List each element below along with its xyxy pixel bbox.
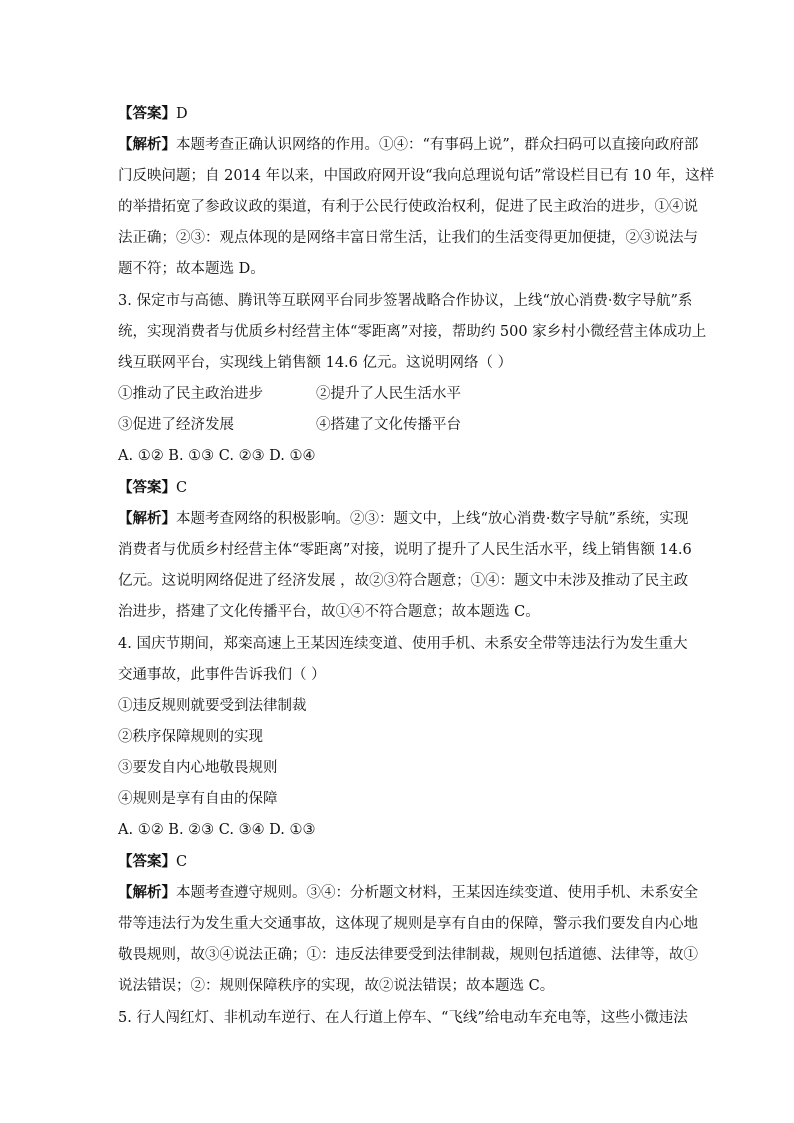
q4-analysis-line-4: 说法错误；②：规则保障秩序的实现，故②说法错误；故本题选 C。: [118, 978, 555, 994]
q4-analysis-line-3: 敬畏规则，故③④说法正确；①：违反法律要受到法律制裁，规则包括道德、法律等，故①: [118, 947, 698, 963]
q4-option-1: ①违反规则就要受到法律制裁: [118, 698, 307, 714]
q3-analysis-line-1: 【解析】本题考查网络的积极影响。②③：题文中，上线“放心消费·数字导航”系统，实现: [118, 510, 689, 527]
answer-value: C: [176, 854, 188, 870]
q4-option-4: ④规则是享有自由的保障: [118, 791, 278, 807]
q4-analysis-line-2: 带等违法行为发生重大交通事故，这体现了规则是享有自由的保障，警示我们要发自内心地: [118, 916, 698, 932]
q3-analysis-line-2: 消费者与优质乡村经营主体“零距离”对接，说明了提升了人民生活水平，线上销售额 14.6: [118, 542, 692, 558]
q4-stem-line-2: 交通事故，此事件告诉我们（ ）: [118, 667, 326, 683]
analysis-label: 【解析】: [118, 136, 176, 153]
q5-stem-line-1: 5. 行人闯红灯、非机动车逆行、在人行道上停车、“飞线”给电动车充电等，这些小微违法: [118, 1010, 688, 1026]
q3-option-4: ④搭建了文化传播平台: [316, 417, 461, 433]
q4-option-2: ②秩序保障规则的实现: [118, 729, 263, 745]
analysis-label: 【解析】: [118, 510, 176, 527]
q3-stem-line-1: 3. 保定市与高德、腾讯等互联网平台同步签署战略合作协议，上线“放心消费·数字导航”系: [118, 293, 693, 309]
q3-analysis-line-3: 亿元。这说明网络促进了经济发展 ，故②③符合题意；①④：题文中未涉及推动了民主政: [118, 573, 689, 589]
q3-choices: A. ①② B. ①③ C. ②③ D. ①④: [118, 448, 316, 464]
q2-analysis-line-4: 法正确；②③：观点体现的是网络丰富日常生活，让我们的生活变得更加便捷，②③说法与: [118, 230, 698, 246]
q3-options-row-1: [118, 384, 678, 404]
q2-analysis-line-2: 门反映问题；自 2014 年以来，中国政府网开设“我向总理说句话”常设栏目已有 10 年，这样: [118, 168, 715, 184]
q4-stem-line-1: 4. 国庆节期间，郑栾高速上王某因连续变道、使用手机、未系安全带等违法行为发生重大: [118, 636, 688, 652]
answer-label: 【答案】: [118, 479, 176, 496]
answer-value: D: [176, 106, 188, 122]
q3-stem-line-2: 统，实现消费者与优质乡村经营主体“零距离”对接，帮助约 500 家乡村小微经营主体成功上: [118, 324, 707, 340]
q3-option-3: ③促进了经济发展: [118, 417, 234, 433]
q3-option-2: ②提升了人民生活水平: [316, 386, 461, 402]
q2-answer-line: [118, 104, 188, 124]
answer-label: 【答案】: [118, 105, 176, 122]
q4-option-3: ③要发自内心地敬畏规则: [118, 760, 278, 776]
q4-analysis-line-1: 【解析】本题考查遵守规则。③④：分析题文材料，王某因连续变道、使用手机、未系安全: [118, 884, 698, 901]
q3-analysis-line-4: 治进步，搭建了文化传播平台，故①④不符合题意；故本题选 C。: [118, 604, 540, 620]
analysis-label: 【解析】: [118, 884, 176, 901]
q3-stem-line-3: 线互联网平台，实现线上销售额 14.6 亿元。这说明网络（ ）: [118, 355, 513, 371]
q2-analysis-line-1: 【解析】本题考查正确认识网络的作用。①④：“有事码上说”，群众扫码可以直接向政府部: [118, 136, 699, 153]
q2-analysis-line-3: 的举措拓宽了参政议政的渠道，有利于公民行使政治权利，促进了民主政治的进步，①④说: [118, 199, 698, 215]
q4-answer-line: [118, 852, 187, 872]
q3-answer-line: [118, 478, 187, 498]
q4-choices: A. ①② B. ②③ C. ③④ D. ①③: [118, 822, 316, 838]
q2-analysis-line-5: 题不符；故本题选 D。: [118, 261, 265, 277]
answer-label: 【答案】: [118, 853, 176, 870]
q3-options-row-2: [118, 415, 678, 435]
answer-value: C: [176, 480, 188, 496]
q3-option-1: ①推动了民主政治进步: [118, 386, 263, 402]
